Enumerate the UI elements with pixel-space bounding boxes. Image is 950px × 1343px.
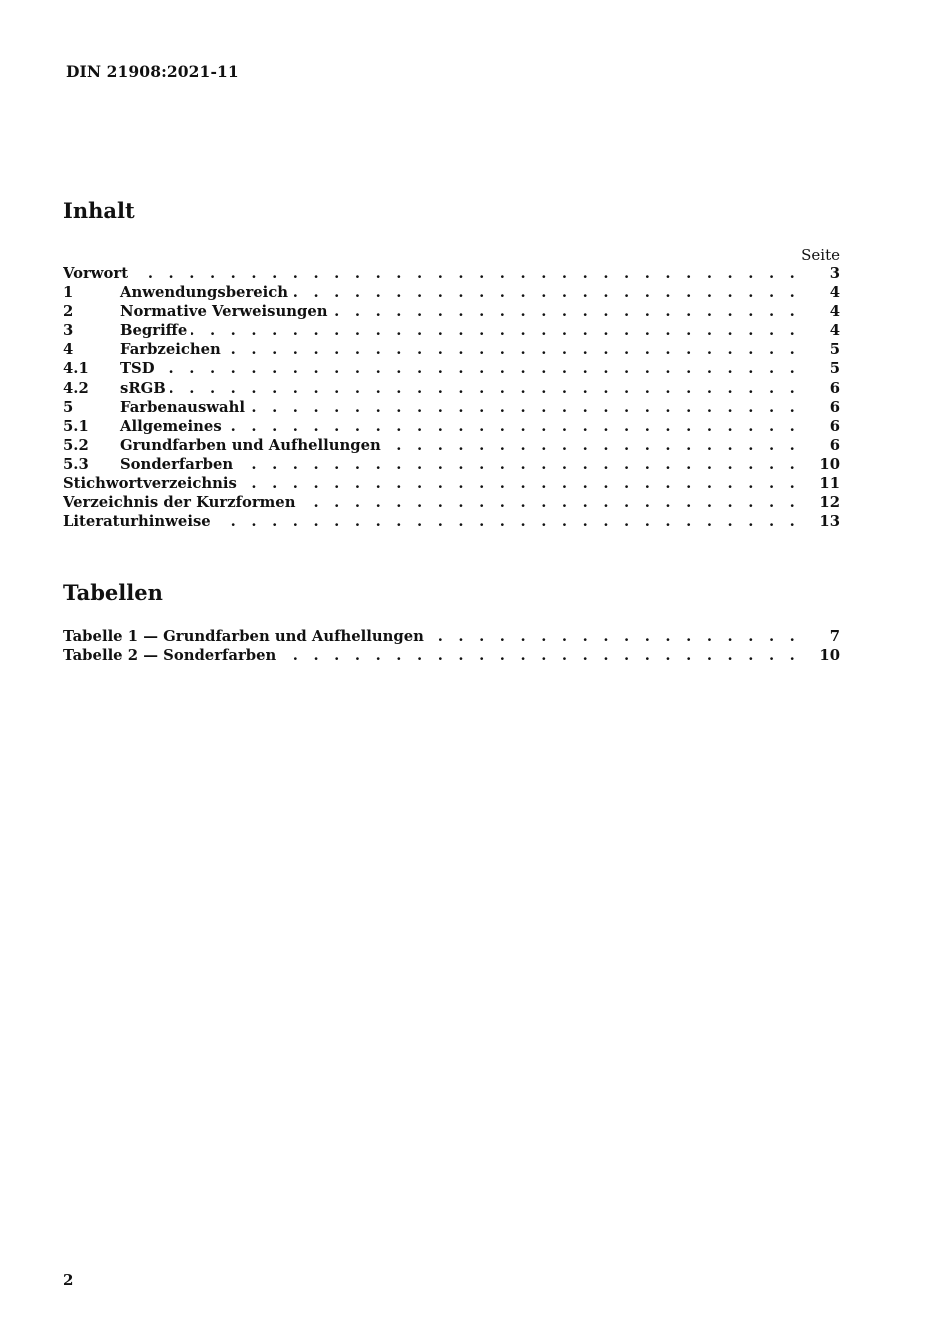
toc-entry-title: sRGB — [120, 379, 166, 397]
toc-entry-title: Allgemeines — [120, 417, 222, 435]
dot-leader — [191, 322, 816, 339]
toc-entry-title: Sonderfarben — [120, 455, 234, 473]
toc-entry-title: Literaturhinweise — [63, 513, 211, 531]
toc-entry-page: 13 — [819, 513, 840, 531]
toc-entry[interactable] — [63, 265, 840, 284]
dot-leader — [132, 265, 816, 282]
dot-leader — [385, 437, 816, 454]
toc-entry-title: Verzeichnis der Kurzformen — [63, 494, 296, 512]
toc-entry-page: 6 — [829, 436, 840, 454]
toc-entry[interactable] — [63, 399, 840, 418]
toc-entry-page: 6 — [829, 398, 840, 416]
table-of-contents — [63, 265, 840, 532]
dot-leader — [241, 475, 816, 492]
toc-entry-number: 1 — [63, 284, 74, 302]
toc-entry-number: 4 — [63, 341, 74, 359]
toc-entry-page: 12 — [819, 494, 840, 512]
toc-entry-page: 11 — [819, 475, 840, 493]
dot-leader — [299, 494, 816, 511]
toc-entry-title: Begriffe — [120, 322, 188, 340]
toc-entry[interactable] — [63, 513, 840, 532]
contents-heading: Inhalt — [63, 198, 135, 223]
toc-entry-number: 5 — [63, 398, 74, 416]
toc-entry-page: 5 — [829, 360, 840, 378]
dot-leader — [225, 341, 816, 358]
toc-entry[interactable] — [63, 380, 840, 399]
toc-entry-title: Farbzeichen — [120, 341, 221, 359]
toc-entry-page: 4 — [829, 322, 840, 340]
toc-entry-number: 5.2 — [63, 436, 89, 454]
toc-entry-page: 10 — [819, 455, 840, 473]
toc-entry-page: 7 — [829, 628, 840, 645]
toc-entry-page: 4 — [829, 284, 840, 302]
toc-entry[interactable] — [63, 494, 840, 513]
toc-entry[interactable] — [63, 360, 840, 379]
toc-entry-page: 5 — [829, 341, 840, 359]
toc-entry-page: 10 — [819, 647, 840, 665]
dot-leader — [280, 647, 816, 664]
dot-leader — [159, 360, 816, 377]
toc-entry[interactable] — [63, 284, 840, 303]
page-column-label: Seite — [801, 246, 840, 264]
toc-entry-number: 5.1 — [63, 417, 89, 435]
dot-leader — [170, 380, 816, 397]
toc-entry-number: 2 — [63, 303, 74, 321]
dot-leader — [428, 628, 816, 645]
dot-leader — [237, 456, 816, 473]
toc-entry-title: Normative Verweisungen — [120, 303, 328, 321]
toc-entry-title: TSD — [120, 360, 155, 378]
toc-entry[interactable] — [63, 437, 840, 456]
toc-entry-page: 6 — [829, 379, 840, 397]
dot-leader — [226, 418, 816, 435]
page-number: 2 — [63, 1271, 74, 1289]
document-id-header: DIN 21908:2021-11 — [66, 62, 239, 81]
dot-leader — [249, 399, 816, 416]
dot-leader — [215, 513, 816, 530]
toc-entry-page: 4 — [829, 303, 840, 321]
toc-entry-number: 3 — [63, 322, 74, 340]
tables-heading: Tabellen — [63, 580, 163, 605]
toc-entry-title: Grundfarben und Aufhellungen — [120, 436, 381, 454]
toc-entry[interactable] — [63, 418, 840, 437]
toc-entry[interactable] — [63, 303, 840, 322]
list-of-tables — [63, 628, 840, 666]
toc-entry-number: 5.3 — [63, 455, 89, 473]
toc-entry-title: Anwendungsbereich — [120, 284, 289, 302]
dot-leader — [292, 284, 816, 301]
toc-entry-title: Stichwortverzeichnis — [63, 475, 237, 493]
toc-entry[interactable] — [63, 628, 840, 647]
toc-entry-page: 6 — [829, 417, 840, 435]
toc-entry-page: 3 — [829, 265, 840, 282]
toc-entry[interactable] — [63, 341, 840, 360]
toc-entry-title: Tabelle 2 — Sonderfarben — [63, 647, 277, 665]
toc-entry[interactable] — [63, 475, 840, 494]
toc-entry-number: 4.2 — [63, 379, 89, 397]
toc-entry-number: 4.1 — [63, 360, 89, 378]
toc-entry-title: Tabelle 1 — Grundfarben und Aufhellungen — [63, 628, 424, 645]
toc-entry[interactable] — [63, 647, 840, 666]
toc-entry-title: Farbenauswahl — [120, 398, 245, 416]
toc-entry-title: Vorwort — [63, 265, 129, 282]
dot-leader — [332, 303, 816, 320]
toc-entry[interactable] — [63, 456, 840, 475]
toc-entry[interactable] — [63, 322, 840, 341]
